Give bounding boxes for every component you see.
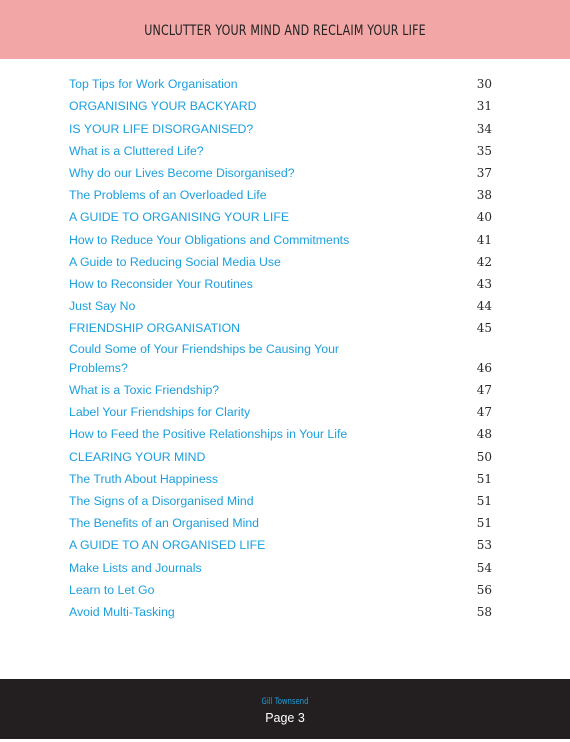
toc-entry[interactable] [69, 600, 492, 622]
table-of-contents [69, 72, 492, 622]
toc-entry-link[interactable]: Make Lists and Journals [69, 560, 202, 575]
toc-entry-page-number: 31 [476, 99, 492, 114]
toc-entry-page-number: 41 [476, 232, 492, 247]
toc-entry-page-number: 35 [476, 143, 492, 158]
toc-entry[interactable] [69, 139, 492, 161]
toc-entry[interactable] [69, 161, 492, 183]
toc-entry[interactable] [69, 400, 492, 422]
toc-entry[interactable] [69, 511, 492, 533]
author-name: Gill Townsend [261, 697, 309, 707]
toc-entry-page-number: 54 [476, 560, 492, 575]
toc-entry-page-number: 47 [476, 405, 492, 420]
toc-entry[interactable] [69, 205, 492, 227]
toc-entry[interactable] [69, 338, 492, 378]
toc-entry-link[interactable]: Avoid Multi-Tasking [69, 604, 175, 619]
toc-entry[interactable] [69, 555, 492, 577]
toc-entry-page-number: 40 [476, 210, 492, 225]
toc-entry-link[interactable]: What is a Cluttered Life? [69, 143, 204, 158]
toc-entry-link[interactable]: The Benefits of an Organised Mind [69, 516, 260, 531]
toc-entry-link[interactable]: How to Feed the Positive Relationships in Your Life [69, 427, 348, 442]
toc-entry-page-number: 53 [476, 538, 492, 553]
toc-entry-link[interactable]: A Guide to Reducing Social Media Use [69, 254, 281, 269]
toc-entry[interactable] [69, 250, 492, 272]
toc-entry[interactable] [69, 183, 492, 205]
toc-entry-page-number: 42 [476, 254, 492, 269]
toc-entry-page-number: 50 [476, 449, 492, 464]
toc-entry-link[interactable]: Why do our Lives Become Disorganised? [69, 165, 295, 180]
toc-entry[interactable] [69, 489, 492, 511]
toc-entry-page-number: 51 [476, 471, 492, 486]
toc-entry[interactable] [69, 422, 492, 444]
toc-entry[interactable] [69, 294, 492, 316]
toc-entry-link[interactable]: IS YOUR LIFE DISORGANISED? [69, 121, 254, 136]
toc-entry-link[interactable]: How to Reduce Your Obligations and Commitments [69, 232, 350, 247]
toc-entry-page-number: 38 [476, 188, 492, 203]
book-title: UNCLUTTER YOUR MIND AND RECLAIM YOUR LIFE [144, 22, 426, 39]
toc-entry-page-number: 45 [476, 321, 492, 336]
toc-entry-link[interactable]: How to Reconsider Your Routines [69, 276, 253, 291]
toc-entry-page-number: 51 [476, 516, 492, 531]
toc-entry[interactable] [69, 444, 492, 466]
toc-entry-link[interactable]: The Signs of a Disorganised Mind [69, 493, 254, 508]
toc-entry[interactable] [69, 272, 492, 294]
toc-entry-link[interactable]: FRIENDSHIP ORGANISATION [69, 321, 241, 336]
toc-entry-page-number: 37 [476, 165, 492, 180]
toc-entry-link[interactable]: ORGANISING YOUR BACKYARD [69, 99, 257, 114]
toc-entry-link[interactable]: Just Say No [69, 299, 136, 314]
toc-entry-page-number: 46 [476, 360, 492, 375]
toc-entry-link[interactable]: The Truth About Happiness [69, 471, 219, 486]
toc-entry-page-number: 47 [476, 383, 492, 398]
toc-entry-link[interactable]: Learn to Let Go [69, 582, 155, 597]
toc-entry[interactable] [69, 467, 492, 489]
toc-entry[interactable] [69, 116, 492, 138]
toc-entry-page-number: 30 [476, 77, 492, 92]
toc-entry[interactable] [69, 94, 492, 116]
toc-entry-link[interactable]: Top Tips for Work Organisation [69, 77, 238, 92]
toc-entry-page-number: 51 [476, 493, 492, 508]
toc-entry-link[interactable]: The Problems of an Overloaded Life [69, 188, 267, 203]
toc-entry[interactable] [69, 533, 492, 555]
toc-entry-page-number: 48 [476, 427, 492, 442]
toc-entry[interactable] [69, 227, 492, 249]
toc-entry-page-number: 44 [476, 299, 492, 314]
page-footer [0, 679, 570, 739]
toc-entry-page-number: 56 [476, 582, 492, 597]
page-header [0, 0, 570, 59]
toc-entry-page-number: 43 [476, 276, 492, 291]
toc-entry-link[interactable]: A GUIDE TO AN ORGANISED LIFE [69, 538, 266, 553]
toc-entry-link[interactable]: CLEARING YOUR MIND [69, 449, 206, 464]
page-number: Page 3 [265, 711, 305, 725]
toc-entry-link[interactable]: Could Some of Your Friendships be Causing Your Problems? [69, 341, 340, 375]
toc-entry[interactable] [69, 378, 492, 400]
toc-entry-link[interactable]: What is a Toxic Friendship? [69, 383, 220, 398]
toc-entry-page-number: 58 [476, 604, 492, 619]
toc-entry-link[interactable]: A GUIDE TO ORGANISING YOUR LIFE [69, 210, 290, 225]
toc-entry-page-number: 34 [476, 121, 492, 136]
toc-entry[interactable] [69, 578, 492, 600]
toc-entry[interactable] [69, 316, 492, 338]
toc-entry[interactable] [69, 72, 492, 94]
toc-entry-link[interactable]: Label Your Friendships for Clarity [69, 405, 251, 420]
